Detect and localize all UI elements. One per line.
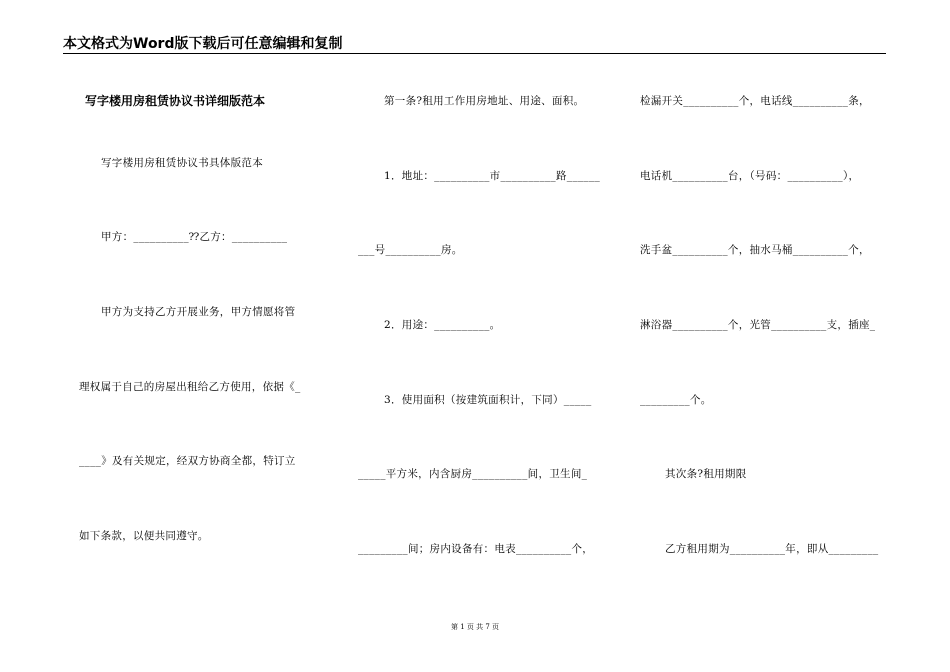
text-line: 乙方租用期为__________年，即从_________ [665, 543, 879, 555]
page-number: 第 1 页 共 7 页 [450, 623, 500, 631]
text-line: _________个。 [640, 394, 712, 406]
text-line: 甲方：__________⁇乙方：__________ [101, 231, 288, 243]
header-divider [63, 53, 886, 54]
text-line: 理权属于自己的房屋出租给乙方使用，依据《_ [79, 381, 301, 393]
text-line: 3．使用面积（按建筑面积计，下同）_____ [384, 394, 592, 406]
text-line: _____平方米，内含厨房__________间，卫生间_ [358, 468, 588, 480]
text-line: 写字楼用房租赁协议书具体版范本 [101, 157, 263, 169]
document-header: 本文格式为Word版下载后可任意编辑和复制 [63, 36, 343, 52]
text-line: 洗手盆__________个，抽水马桶__________个， [640, 244, 870, 256]
text-line: 电话机__________台，（号码：__________）， [640, 170, 860, 182]
text-line: 检漏开关__________个，电话线__________条， [640, 95, 870, 107]
text-line: 第一条?租用工作用房地址、用途、面积。 [384, 95, 585, 107]
text-line: 2．用途：__________。 [384, 319, 501, 331]
text-line: _________间；房内设备有：电表__________个， [358, 543, 594, 555]
document-title: 写字楼用房租赁协议书详细版范本 [85, 94, 266, 108]
text-line: 甲方为支持乙方开展业务，甲方情愿将管 [101, 306, 296, 318]
text-line: 1．地址：__________市__________路______ [384, 170, 601, 182]
text-line: ___号__________房。 [358, 244, 463, 256]
text-line: 淋浴器__________个，光管__________支，插座_ [640, 319, 876, 331]
text-line: ____》及有关规定，经双方协商全都，特订立 [79, 455, 296, 467]
text-line: 如下条款，以便共同遵守。 [79, 530, 209, 542]
section-heading: 其次条?租用期限 [665, 468, 747, 480]
